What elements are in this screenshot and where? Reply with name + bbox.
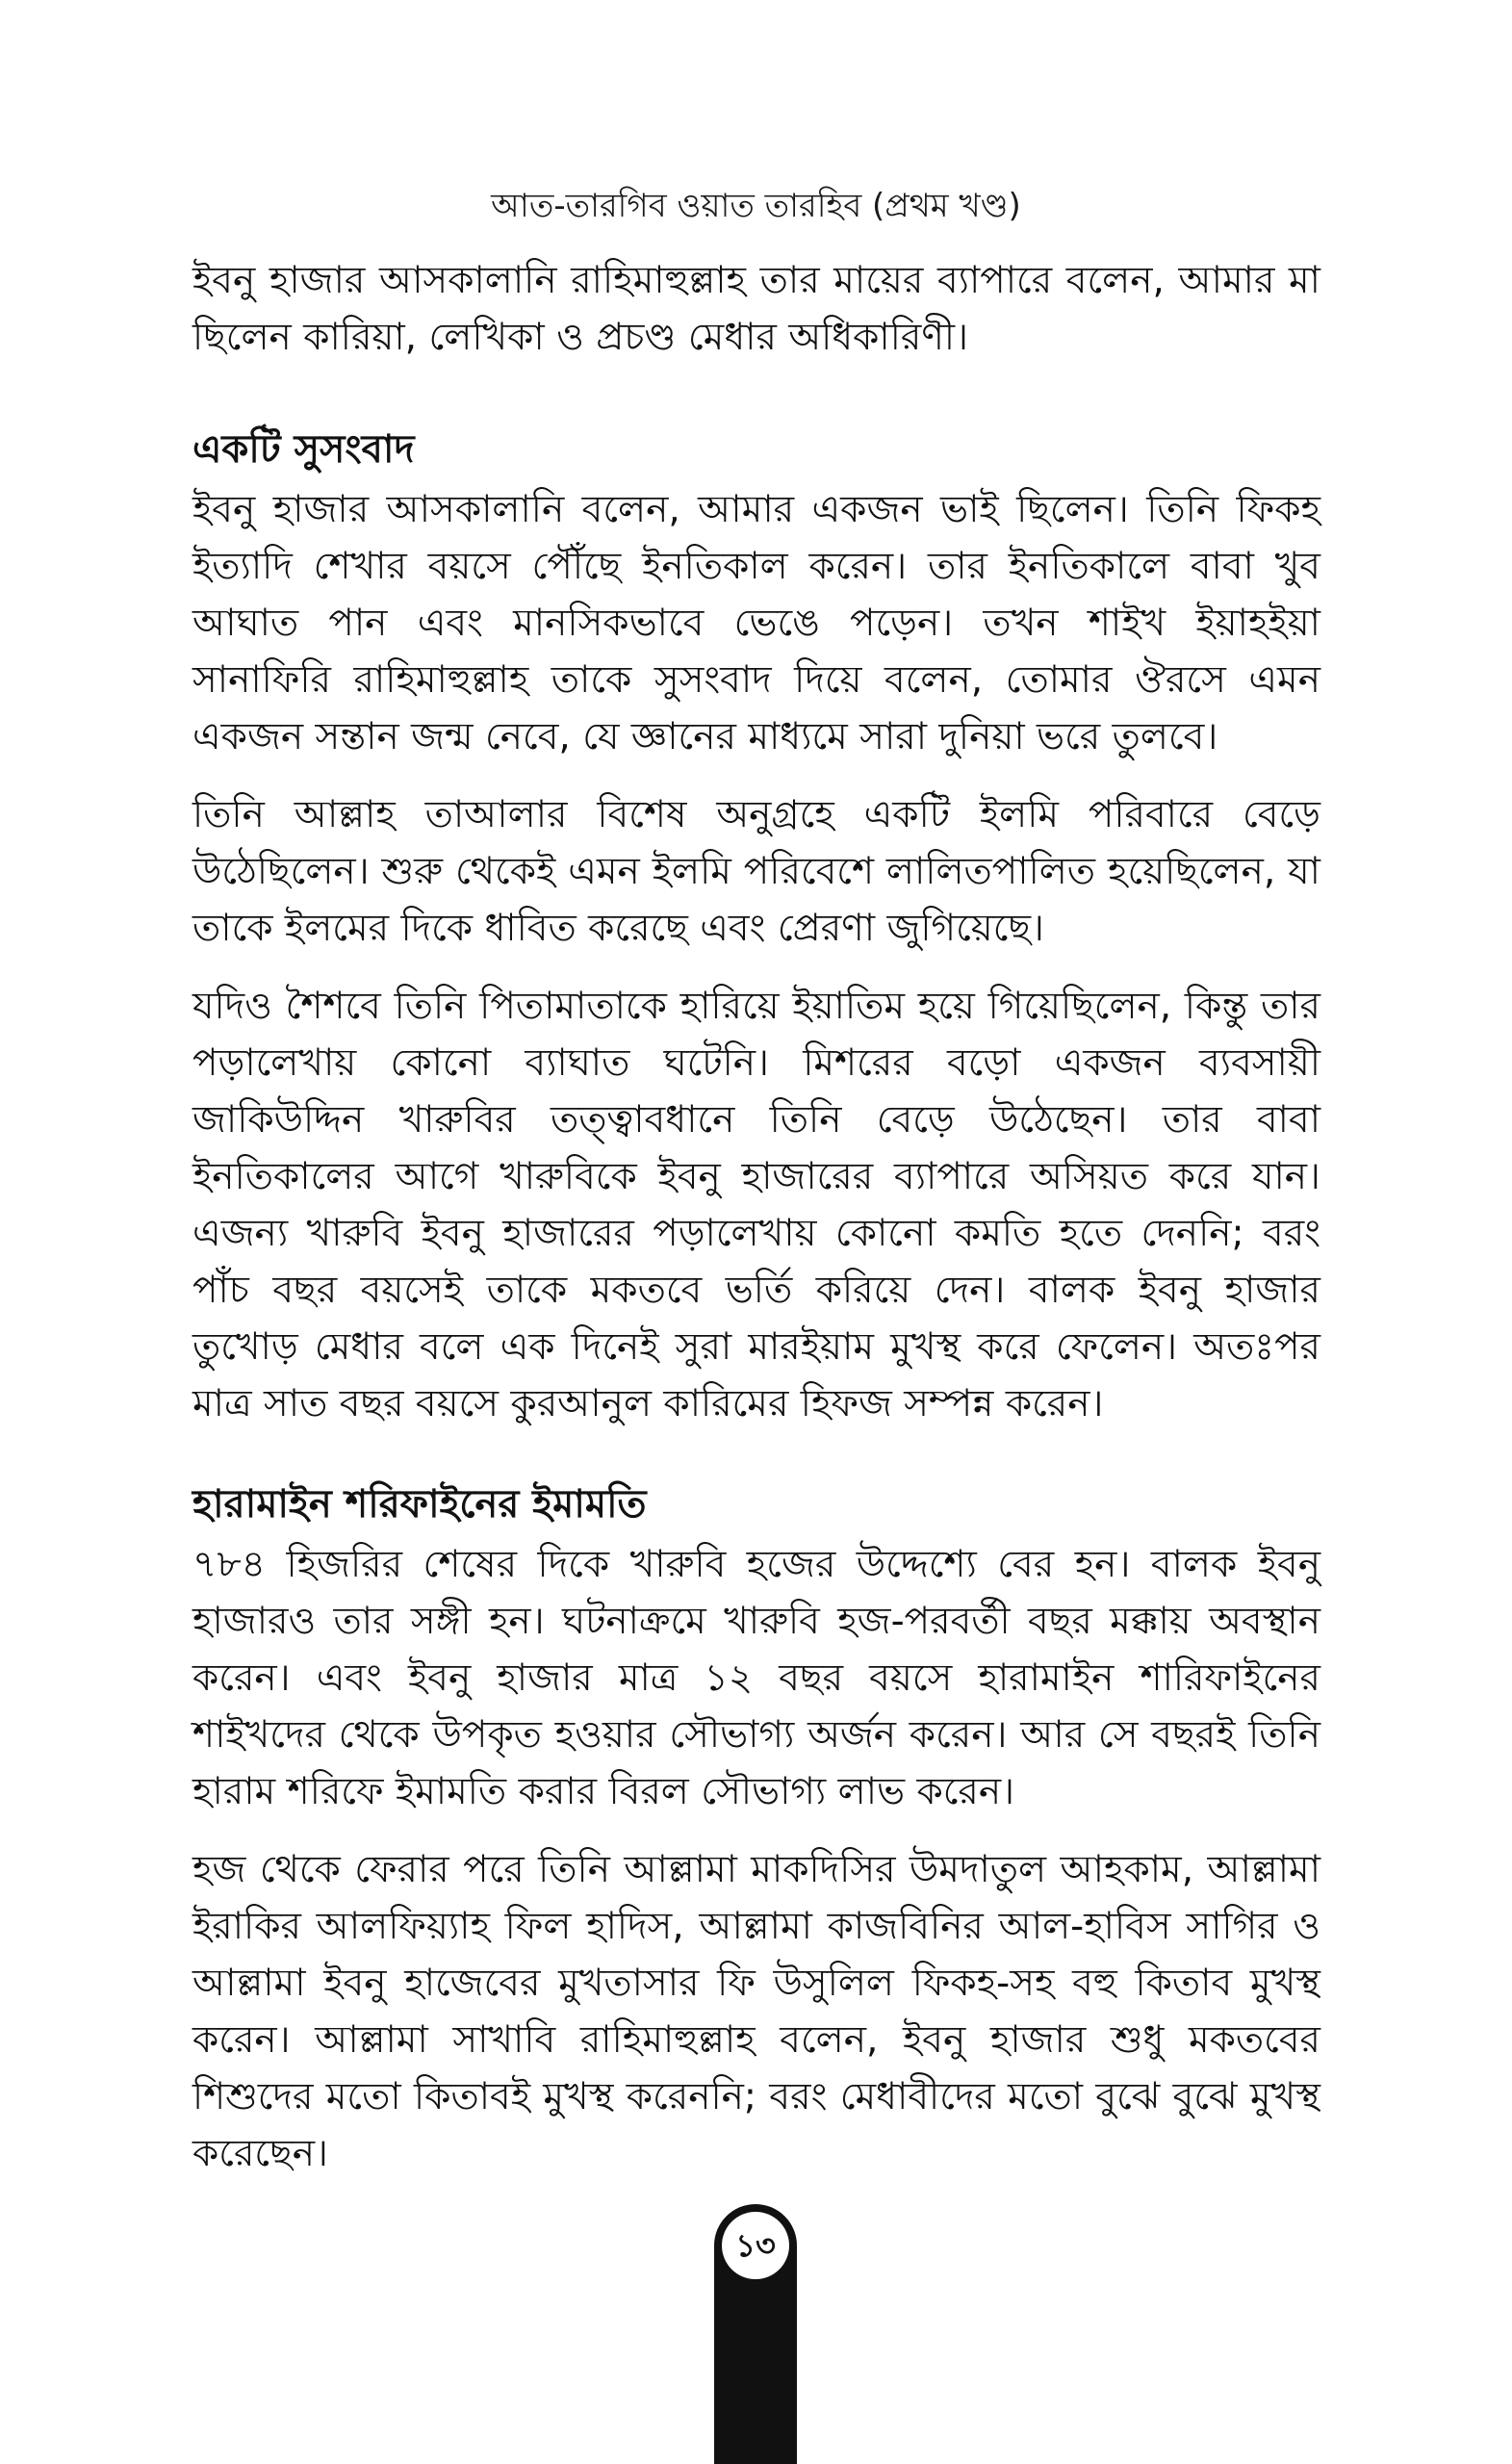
page-number-tab [714,2204,797,2464]
page-body [192,252,1320,2203]
paragraph: তিনি আল্লাহ তাআলার বিশেষ অনুগ্রহে একটি ইলমি পরিবারে বেড়ে উঠেছিলেন। শুরু থেকেই এমন ইলমি পরিবেশে লালিতপালিত হয়েছিলেন, যা তাকে ইলমের দিকে ধাবিত করেছে এবং প্রেরণা জুগিয়েছে। [192,793,1320,950]
paragraph: যদিও শৈশবে তিনি পিতামাতাকে হারিয়ে ইয়াতিম হয়ে গিয়েছিলেন, কিন্তু তার পড়ালেখায় কোনো ব্যাঘাত ঘটেনি। মিশরের বড়ো একজন ব্যবসায়ী জাকিউদ্দিন খারুবির তত্ত্বাবধানে তিনি বেড়ে উঠেছেন। তার বাবা ইনতিকালের আগে খারুবিকে ইবনু হাজারের ব্যাপারে অসিয়ত করে যান। এজন্য খারুবি ইবনু হাজারের পড়ালেখায় কোনো কমতি হতে দেননি; বরং পাঁচ বছর বয়সেই তাকে মকতবে ভর্তি করিয়ে দেন। বালক ইবনু হাজার তুখোড় মেধার বলে এক দিনেই সুরা মারইয়াম মুখস্থ করে ফেলেন। অতঃপর মাত্র সাত বছর বয়সে কুরআনুল কারিমের হিফজ সম্পন্ন করেন। [192,985,1320,1425]
paragraph: ৭৮৪ হিজরির শেষের দিকে খারুবি হজের উদ্দেশ্যে বের হন। বালক ইবনু হাজারও তার সঙ্গী হন। ঘটনাক্রমে খারুবি হজ-পরবর্তী বছর মক্কায় অবস্থান করেন। এবং ইবনু হাজার মাত্র ১২ বছর বয়সে হারামাইন শারিফাইনের শাইখদের থেকে উপকৃত হওয়ার সৌভাগ্য অর্জন করেন। আর সে বছরই তিনি হারাম শরিফে ইমামতি করার বিরল সৌভাগ্য লাভ করেন। [192,1543,1320,1813]
paragraph: ইবনু হাজার আসকালানি বলেন, আমার একজন ভাই ছিলেন। তিনি ফিকহ ইত্যাদি শেখার বয়সে পৌঁছে ইনতিকাল করেন। তার ইনতিকালে বাবা খুব আঘাত পান এবং মানসিকভাবে ভেঙে পড়েন। তখন শাইখ ইয়াহইয়া সানাফিরি রাহিমাহুল্লাহ তাকে সুসংবাদ দিয়ে বলেন, তোমার ঔরসে এমন একজন সন্তান জন্ম নেবে, যে জ্ঞানের মাধ্যমে সারা দুনিয়া ভরে তুলবে। [192,488,1320,758]
section-heading-good-news: একটি সুসংবাদ [192,427,415,472]
paragraph: হজ থেকে ফেরার পরে তিনি আল্লামা মাকদিসির উমদাতুল আহকাম, আল্লামা ইরাকির আলফিয়্যাহ ফিল হাদিস, আল্লামা কাজবিনির আল-হাবিস সাগির ও আল্লামা ইবনু হাজেবের মুখতাসার ফি উসুলিল ফিকহ-সহ বহু কিতাব মুখস্থ করেন। আল্লামা সাখাবি রাহিমাহুল্লাহ বলেন, ইবনু হাজার শুধু মকতবের শিশুদের মতো কিতাবই মুখস্থ করেননি; বরং মেধাবীদের মতো বুঝে বুঝে মুখস্থ করেছেন। [192,1848,1320,2175]
page-number: ১৩ [722,2212,789,2279]
section-heading-haramain-imamate: হারামাইন শরিফাইনের ইমামতি [192,1482,647,1527]
intro-paragraph: ইবনু হাজার আসকালানি রাহিমাহুল্লাহ তার মায়ের ব্যাপারে বলেন, আমার মা ছিলেন কারিয়া, লেখিকা ও প্রচণ্ড মেধার অধিকারিণী। [192,259,1320,359]
running-header: আত-তারগিব ওয়াত তারহিব (প্রথম খণ্ড) [491,187,1021,225]
